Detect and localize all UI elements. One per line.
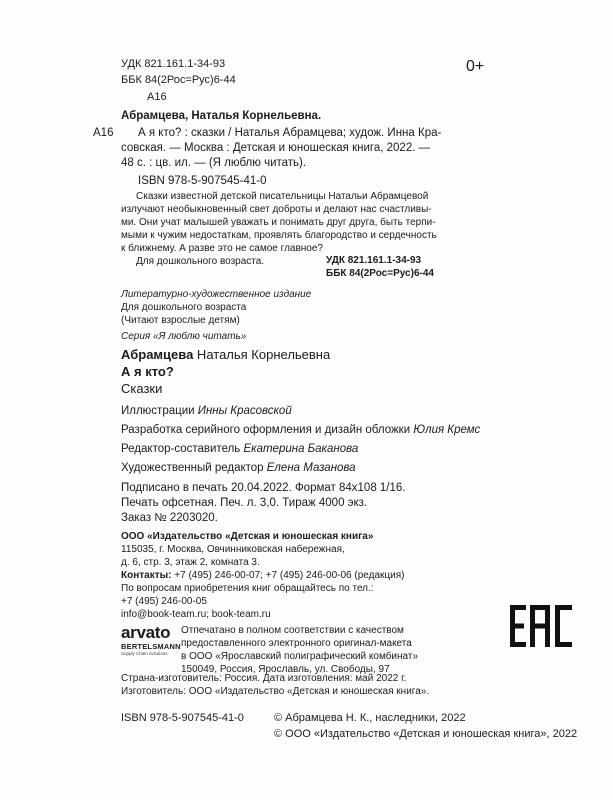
credit-row	[121, 423, 480, 442]
author-mark: А16	[147, 91, 167, 103]
credit-name: Инны Красовской	[197, 405, 292, 417]
bbk-code: ББК 84(2Рос=Рус)6-44	[121, 74, 236, 86]
printer-line: Отпечатано в полном соответствии с качеством	[181, 625, 404, 636]
print-line: Подписано в печать 20.04.2022. Формат 84х108 1/16.	[121, 482, 406, 494]
manufacture-line: Страна-изготовитель: Россия. Дата изготовления: май 2022 г.	[121, 673, 407, 684]
series-name: Серия «Я люблю читать»	[121, 331, 247, 342]
printer-info	[181, 624, 418, 676]
catalog-author: Абрамцева, Наталья Корнельевна.	[121, 110, 322, 122]
publisher-info	[121, 530, 404, 621]
printer-line: 150049, Россия, Ярославль, ул. Свободы, 97	[181, 664, 390, 675]
edition-reading: (Читают взрослые детям)	[121, 315, 240, 326]
eac-logo-icon	[506, 601, 576, 651]
credit-row	[121, 404, 480, 423]
logo-word: arvato	[121, 623, 171, 642]
logo-sub: BERTELSMANN	[121, 642, 181, 651]
printer-logo	[121, 624, 181, 657]
annotation-line: Сказки известной детской писательницы Натальи Абрамцевой	[136, 191, 429, 202]
book-author	[121, 346, 330, 363]
credit-role: Редактор-составитель	[121, 443, 244, 455]
order-phone: +7 (495) 246-00-05	[121, 596, 207, 607]
copyright-line: © ООО «Издательство «Детская и юношеская книга», 2022	[274, 728, 578, 740]
credits	[121, 404, 480, 480]
copyright	[274, 711, 577, 741]
udk-code: УДК 821.161.1-34-93	[121, 58, 226, 70]
publisher-address: д. 6, стр. 3, этаж 2, комната 3.	[121, 557, 260, 568]
credit-row	[121, 442, 480, 461]
printer-line: в ООО «Ярославский полиграфический комбинат»	[181, 651, 419, 662]
manufacture-line: Изготовитель: ООО «Издательство «Детская и юношеская книга».	[121, 686, 430, 697]
eac-mark	[506, 601, 576, 651]
manufacture-info	[121, 672, 429, 698]
annotation-line: излучают необыкновенный свет доброты и делают нас счастливы-	[121, 204, 432, 215]
print-details	[121, 481, 406, 526]
bbk-bottom: ББК 84(2Рос=Рус)6-44	[326, 268, 434, 279]
catalog-line: 48 с. : цв. ил. — (Я люблю читать).	[121, 157, 307, 169]
credit-row	[121, 461, 480, 480]
author-surname: Абрамцева	[121, 347, 194, 362]
printer-line: предоставленного электронного оригинал-макета	[181, 638, 412, 649]
catalog-isbn: ISBN 978-5-907545-41-0	[138, 175, 267, 187]
contacts-label: Контакты:	[121, 570, 172, 581]
age-rating: 0+	[466, 58, 485, 75]
annotation-line: ми. Они учат малышей уважать и понимать друг друга, быть терпи-	[121, 217, 436, 228]
credit-role: Художественный редактор	[121, 462, 267, 474]
annotation-line: к ближнему. А разве это не самое главное?	[121, 243, 323, 254]
annotation-line: мыми к чужим недостаткам, проявлять благородство и сердечность	[121, 230, 437, 241]
order-note: По вопросам приобретения книг обращайтесь по тел.:	[121, 583, 374, 594]
udk-bottom: УДК 821.161.1-34-93	[326, 255, 422, 266]
catalog-description	[121, 126, 442, 171]
age-note: Для дошкольного возраста.	[136, 256, 265, 267]
logo-tag: Supply Chain Solutions	[121, 651, 168, 656]
catalog-code: А16	[93, 127, 114, 139]
author-given-names: Наталья Корнельевна	[193, 347, 331, 362]
print-line: Печать офсетная. Печ. л. 3,0. Тираж 4000 экз.	[121, 497, 368, 509]
contacts-value: +7 (495) 246-00-07; +7 (495) 246-00-06 (редакция)	[171, 570, 405, 581]
publisher-contacts	[121, 569, 404, 582]
bottom-isbn: ISBN 978-5-907545-41-0	[121, 712, 244, 724]
print-line: Заказ № 2203020.	[121, 512, 218, 524]
credit-name: Юлия Кремс	[413, 424, 481, 436]
book-genre: Сказки	[121, 381, 163, 396]
catalog-line: совская. — Москва : Детская и юношеская книга, 2022. —	[121, 142, 431, 154]
credit-role: Разработка серийного оформления и дизайн обложки	[121, 424, 414, 436]
book-title: А я кто?	[121, 364, 174, 379]
credit-name: Елена Мазанова	[266, 462, 356, 474]
catalog-line: А я кто? : сказки / Наталья Абрамцева; худож. Инна Кра-	[138, 127, 442, 139]
credit-role: Иллюстрации	[121, 405, 198, 417]
edition-type: Литературно-художественное издание	[121, 289, 312, 300]
publisher-name: ООО «Издательство «Детская и юношеская книга»	[121, 531, 374, 542]
publisher-web: info@book-team.ru; book-team.ru	[121, 609, 271, 620]
copyright-line: © Абрамцева Н. К., наследники, 2022	[274, 712, 466, 724]
publisher-address: 115035, г. Москва, Овчинниковская набережная,	[121, 544, 345, 555]
edition-audience: Для дошкольного возраста	[121, 302, 247, 313]
credit-name: Екатерина Баканова	[243, 443, 359, 455]
